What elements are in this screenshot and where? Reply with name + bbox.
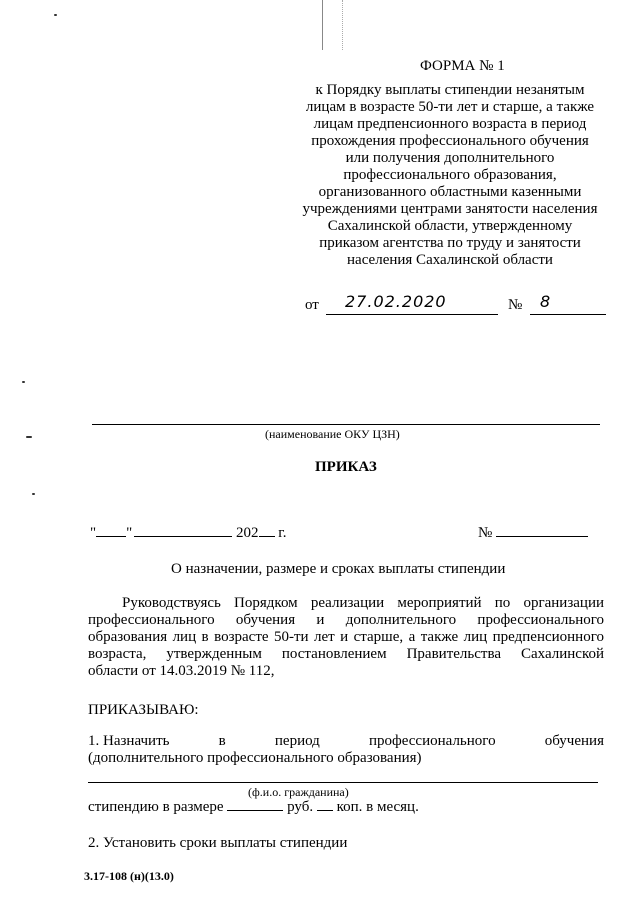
approval-number-handwritten: 8 [540, 292, 552, 311]
org-name-line [92, 424, 600, 425]
stipend-kop: коп. в месяц. [336, 799, 419, 815]
approval-line: населения Сахалинской области [347, 252, 553, 268]
item1-word: в [218, 733, 226, 749]
order-number-label: № [478, 525, 493, 541]
item1-word: обучения [544, 733, 604, 749]
approval-line: к Порядку выплаты стипендии незанятым [315, 82, 585, 98]
stipend-prefix: стипендию в размере [88, 799, 224, 815]
approval-line: профессионального образования, [343, 167, 557, 183]
approval-line: лицам предпенсионного возраста в период [313, 116, 587, 132]
preamble-line: Руководствуясь Порядком реализации мероприятий по организации [122, 595, 604, 611]
order-title: ПРИКАЗ [315, 459, 377, 475]
form-title: ФОРМА № 1 [420, 58, 505, 74]
preamble [88, 595, 604, 680]
approval-date-prefix: от [305, 297, 319, 313]
approval-line: учреждениями центрами занятости населения [302, 201, 598, 217]
quote-open: " [90, 525, 97, 541]
scan-speck [22, 381, 25, 383]
approval-line: организованного областными казенными [318, 184, 582, 200]
order-number [478, 525, 588, 542]
org-caption: (наименование ОКУ ЦЗН) [265, 427, 400, 441]
approval-block [290, 82, 610, 269]
scan-mark [322, 0, 323, 50]
scan-speck [54, 14, 57, 16]
order-date-line [90, 525, 286, 542]
item1-word: профессионального [369, 733, 496, 749]
year-label: 202 [236, 525, 259, 541]
item1-line1 [88, 733, 604, 750]
scan-speck [32, 493, 35, 495]
scan-mark [342, 0, 343, 50]
quote-close: " [126, 525, 133, 541]
fio-line [88, 782, 598, 783]
preamble-line: профессионального обучения и дополнительного профессионального [88, 612, 604, 628]
item2: 2. Установить сроки выплаты стипендии [88, 835, 348, 851]
decree-word: ПРИКАЗЫВАЮ: [88, 702, 199, 718]
approval-date-line [326, 314, 498, 315]
footer-code: 3.17-108 (н)(13.0) [84, 869, 174, 883]
approval-number-line [530, 314, 606, 315]
item1-word: период [274, 733, 320, 749]
preamble-line: области от 14.03.2019 № 112, [88, 663, 275, 679]
approval-line: прохождения профессионального обучения [311, 133, 589, 149]
fio-caption: (ф.и.о. гражданина) [248, 785, 349, 799]
stipend-rub: руб. [287, 799, 314, 815]
item1-word: 1. Назначить [88, 733, 170, 749]
approval-number-prefix: № [508, 297, 523, 313]
scan-speck [26, 436, 32, 438]
order-subject: О назначении, размере и сроках выплаты стипендии [171, 561, 506, 577]
item1-line2: (дополнительного профессионального образования) [88, 750, 422, 766]
stipend-line [88, 799, 419, 816]
preamble-line: возраста, утвержденным постановлением Правительства Сахалинской [88, 646, 604, 662]
year-suffix: г. [278, 525, 287, 541]
preamble-line: образования лиц в возрасте 50-ти лет и старше, а также лиц предпенсионного [88, 629, 604, 645]
approval-line: или получения дополнительного [345, 150, 555, 166]
approval-line: приказом агентства по труду и занятости [319, 235, 581, 251]
approval-date-handwritten: 27.02.2020 [345, 292, 447, 311]
approval-line: лицам в возрасте 50-ти лет и старше, а также [305, 99, 595, 115]
approval-line: Сахалинской области, утвержденному [327, 218, 573, 234]
